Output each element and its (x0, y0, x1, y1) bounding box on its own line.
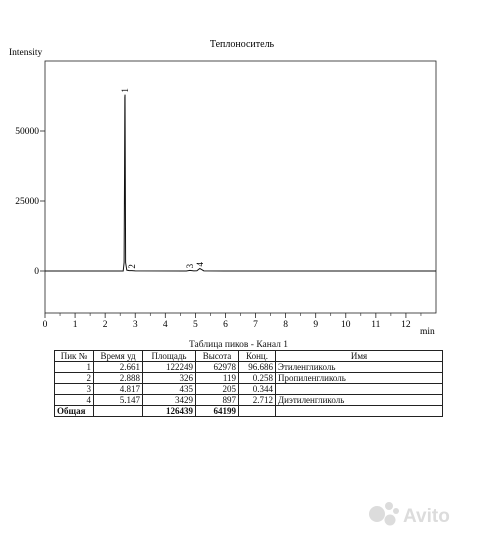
cell-retention-time: 5.147 (94, 395, 143, 406)
table-row (55, 362, 443, 373)
avito-watermark-logo (365, 497, 470, 533)
peak-label: 1 (120, 88, 131, 93)
cell-area: 435 (143, 384, 196, 395)
cell-concentration: 0.258 (239, 373, 276, 384)
cell-area: 3429 (143, 395, 196, 406)
peak-label: 4 (194, 261, 205, 267)
table-caption: Таблица пиков - Канал 1 (188, 340, 288, 350)
x-tick-label: 2 (102, 320, 108, 330)
col-header-peak-no: Пик № (55, 351, 94, 362)
cell-name (276, 384, 443, 395)
cell-area: 122249 (143, 362, 196, 373)
cell-height: 205 (196, 384, 239, 395)
y-tick-label: 50000 (15, 127, 39, 137)
x-tick-label: 9 (313, 320, 319, 330)
x-tick-label: 3 (132, 320, 138, 330)
table-total-row (55, 406, 443, 417)
cell-height: 62978 (196, 362, 239, 373)
cell-total-height: 64199 (196, 406, 239, 417)
cell-peak-no: 2 (55, 373, 94, 384)
peak-labels (120, 88, 205, 269)
y-axis-label: Intensity (9, 48, 43, 58)
chart-title: Теплоноситель (209, 39, 275, 50)
peak-table (54, 350, 443, 417)
table-header-row (55, 351, 443, 362)
cell-total-concentration (239, 406, 276, 417)
peak-label: 3 (184, 263, 195, 269)
col-header-name: Имя (276, 351, 443, 362)
x-tick-label: 12 (401, 320, 411, 330)
col-header-height: Высота (196, 351, 239, 362)
y-tick-label: 25000 (15, 197, 39, 207)
cell-peak-no: 4 (55, 395, 94, 406)
cell-total-name (276, 406, 443, 417)
x-tick-label: 0 (42, 320, 48, 330)
x-tick-label: 5 (193, 320, 198, 330)
y-axis-ticks (15, 127, 45, 277)
cell-retention-time: 4.817 (94, 384, 143, 395)
cell-concentration: 0.344 (239, 384, 276, 395)
col-header-retention-time: Время уд (94, 351, 143, 362)
watermark-text: Avito (403, 506, 450, 527)
cell-name: Этиленгликоль (276, 362, 443, 373)
x-tick-label: 1 (72, 320, 78, 330)
chromatogram-trace (45, 95, 436, 271)
cell-name: Диэтиленгликоль (276, 395, 443, 406)
cell-peak-no: 3 (55, 384, 94, 395)
col-header-concentration: Конц. (239, 351, 276, 362)
cell-name: Пропиленгликоль (276, 373, 443, 384)
x-tick-label: 8 (283, 320, 288, 330)
table-row (55, 384, 443, 395)
col-header-area: Площадь (143, 351, 196, 362)
cell-area: 326 (143, 373, 196, 384)
table-row (55, 395, 443, 406)
y-tick-label: 0 (34, 267, 39, 277)
cell-total-time (94, 406, 143, 417)
x-tick-label: 11 (371, 320, 381, 330)
table-row (55, 373, 443, 384)
x-tick-label: 10 (341, 320, 351, 330)
cell-total-label: Общая (55, 406, 94, 417)
cell-height: 897 (196, 395, 239, 406)
x-tick-label: 6 (223, 320, 228, 330)
x-tick-label: 7 (253, 320, 258, 330)
x-axis-ticks (43, 313, 421, 330)
peak-label: 2 (126, 264, 137, 269)
cell-concentration: 2.712 (239, 395, 276, 406)
x-tick-label: 4 (162, 320, 168, 330)
cell-retention-time: 2.888 (94, 373, 143, 384)
cell-concentration: 96.686 (239, 362, 276, 373)
x-axis-label: min (420, 327, 435, 337)
cell-retention-time: 2.661 (94, 362, 143, 373)
plot-frame (45, 61, 436, 313)
cell-peak-no: 1 (55, 362, 94, 373)
cell-total-area: 126439 (143, 406, 196, 417)
cell-height: 119 (196, 373, 239, 384)
